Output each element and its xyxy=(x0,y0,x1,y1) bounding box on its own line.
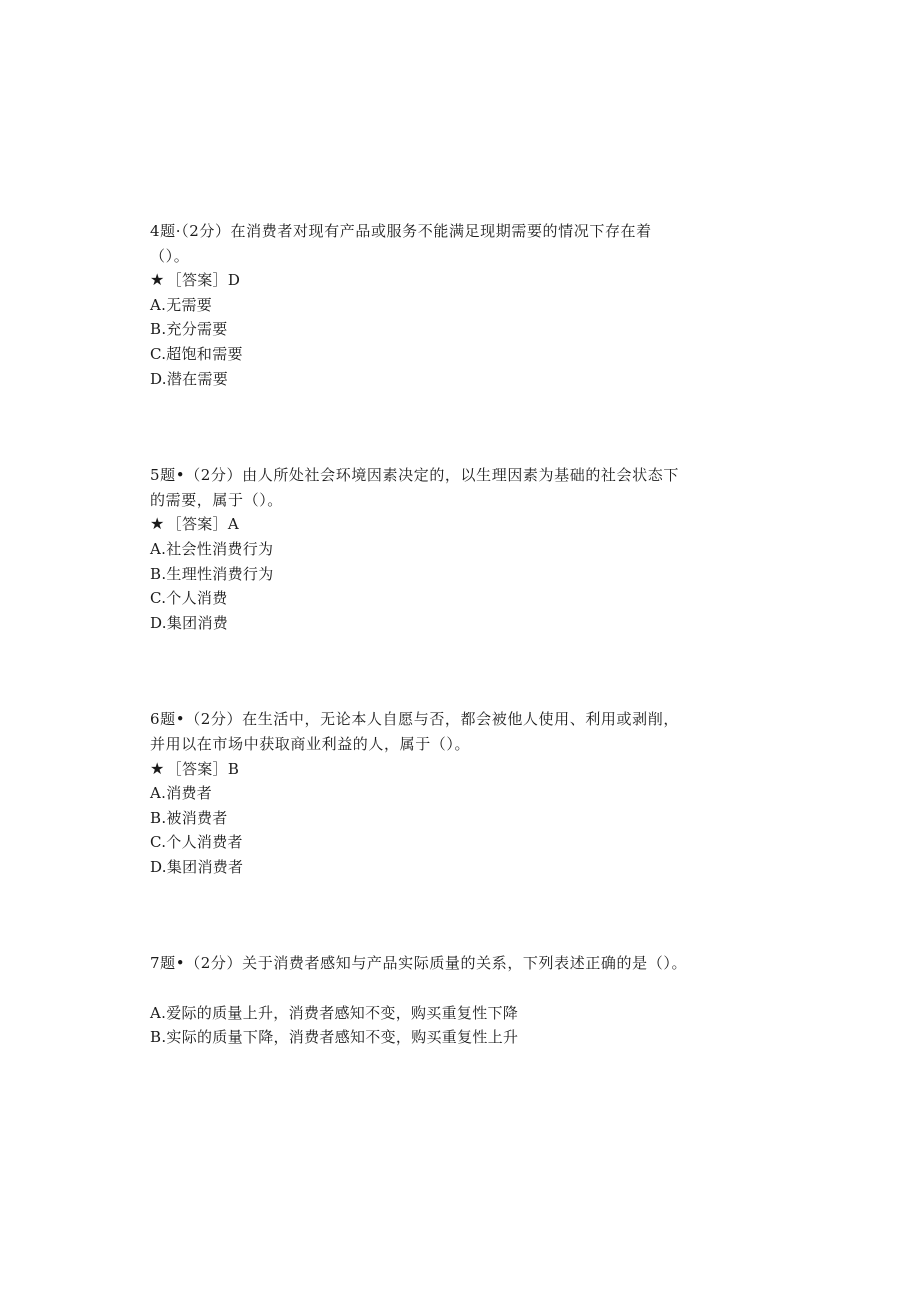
option-c: C.超饱和需要 xyxy=(150,344,243,363)
answer-line xyxy=(150,757,710,782)
option-d: D.集团消费者 xyxy=(150,857,244,876)
option-b: B.被消费者 xyxy=(150,808,228,827)
star-icon: ★ xyxy=(150,270,165,290)
blank-line xyxy=(150,976,710,1001)
option-c: C.个人消费者 xyxy=(150,833,243,852)
question-stem: 7题•（2分）关于消费者感知与产品实际质量的关系，下列表述正确的是（）。 xyxy=(150,954,688,973)
option-c: C.个人消费 xyxy=(150,589,228,608)
question-stem: 6题•（2分）在生活中，无论本人自愿与否，都会被他人使用、利用或剥削，并用以在市场中获取商业利益的人，属于（）。 xyxy=(150,710,679,753)
question-stem: 4题·（2分）在消费者对现有产品或服务不能满足现期需要的情况下存在着（）。 xyxy=(150,222,652,265)
option-d: D.潜在需要 xyxy=(150,369,229,388)
question-5 xyxy=(150,463,710,635)
star-icon: ★ xyxy=(150,758,165,778)
star-icon: ★ xyxy=(150,514,165,534)
answer-text: ［答案］D xyxy=(166,271,241,290)
question-4 xyxy=(150,219,710,391)
question-stem: 5题•（2分）由人所处社会环境因素决定的，以生理因素为基础的社会状态下的需要，属于（）。 xyxy=(150,466,679,509)
option-b: B.生理性消费行为 xyxy=(150,564,274,583)
question-7 xyxy=(150,951,710,1049)
question-6 xyxy=(150,707,710,879)
option-b: B.实际的质量下降，消费者感知不变，购买重复性上升 xyxy=(150,1028,519,1047)
option-a: A.社会性消费行为 xyxy=(150,539,274,558)
answer-text: ［答案］B xyxy=(166,759,240,778)
option-b: B.充分需要 xyxy=(150,320,228,339)
option-a: A.消费者 xyxy=(150,784,213,803)
document-page xyxy=(150,219,710,1050)
option-a: A.无需要 xyxy=(150,295,213,314)
option-a: A.爱际的质量上升，消费者感知不变，购买重复性下降 xyxy=(150,1003,519,1022)
answer-line xyxy=(150,512,710,537)
answer-line xyxy=(150,268,710,293)
option-d: D.集团消费 xyxy=(150,613,229,632)
answer-text: ［答案］A xyxy=(166,515,239,534)
